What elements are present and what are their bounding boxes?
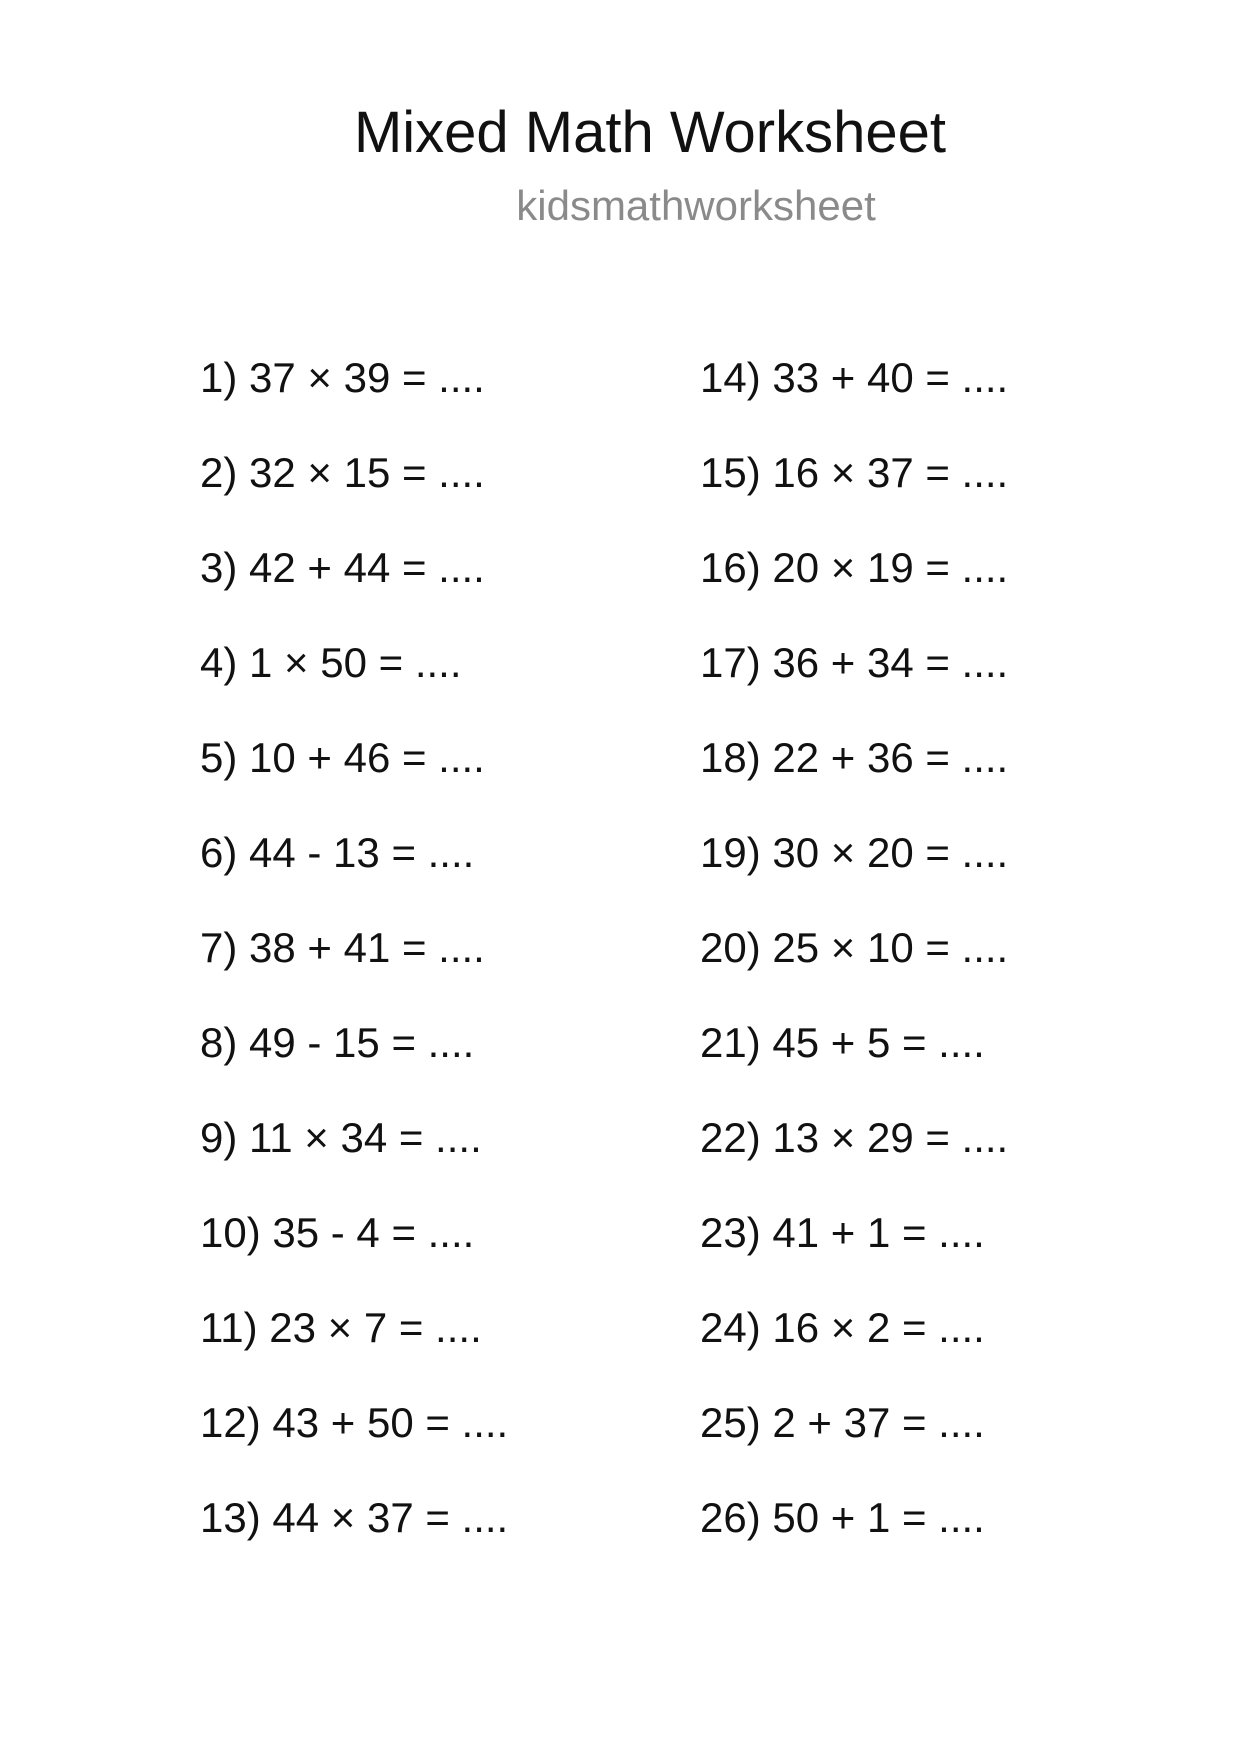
problem-item: 16) 20 × 19 = .... bbox=[700, 544, 1009, 591]
problem-item: 19) 30 × 20 = .... bbox=[700, 829, 1009, 876]
problem-item: 26) 50 + 1 = .... bbox=[700, 1494, 985, 1541]
problem-item: 2) 32 × 15 = .... bbox=[200, 449, 485, 496]
problem-item: 24) 16 × 2 = .... bbox=[700, 1304, 985, 1351]
problem-item: 12) 43 + 50 = .... bbox=[200, 1399, 509, 1446]
problem-item: 4) 1 × 50 = .... bbox=[200, 639, 462, 686]
problems-column-right bbox=[700, 348, 1180, 1583]
problem-item: 1) 37 × 39 = .... bbox=[200, 354, 485, 401]
problem-item: 22) 13 × 29 = .... bbox=[700, 1114, 1009, 1161]
problem-item: 21) 45 + 5 = .... bbox=[700, 1019, 985, 1066]
problem-item: 17) 36 + 34 = .... bbox=[700, 639, 1009, 686]
problem-item: 6) 44 - 13 = .... bbox=[200, 829, 475, 876]
problem-item: 25) 2 + 37 = .... bbox=[700, 1399, 985, 1446]
problem-item: 11) 23 × 7 = .... bbox=[200, 1304, 482, 1351]
problem-item: 23) 41 + 1 = .... bbox=[700, 1209, 985, 1256]
page-title: Mixed Math Worksheet bbox=[353, 100, 947, 165]
problem-item: 10) 35 - 4 = .... bbox=[200, 1209, 475, 1256]
problem-item: 8) 49 - 15 = .... bbox=[200, 1019, 475, 1066]
problem-item: 14) 33 + 40 = .... bbox=[700, 354, 1009, 401]
problem-item: 20) 25 × 10 = .... bbox=[700, 924, 1009, 971]
problem-item: 15) 16 × 37 = .... bbox=[700, 449, 1009, 496]
problem-item: 3) 42 + 44 = .... bbox=[200, 544, 485, 591]
page-subtitle: kidsmathworksheet bbox=[516, 182, 876, 229]
problem-item: 5) 10 + 46 = .... bbox=[200, 734, 485, 781]
problem-item: 13) 44 × 37 = .... bbox=[200, 1494, 509, 1541]
problems-column-left bbox=[200, 348, 680, 1583]
problem-item: 7) 38 + 41 = .... bbox=[200, 924, 485, 971]
problem-item: 9) 11 × 34 = .... bbox=[200, 1114, 482, 1161]
problem-item: 18) 22 + 36 = .... bbox=[700, 734, 1009, 781]
